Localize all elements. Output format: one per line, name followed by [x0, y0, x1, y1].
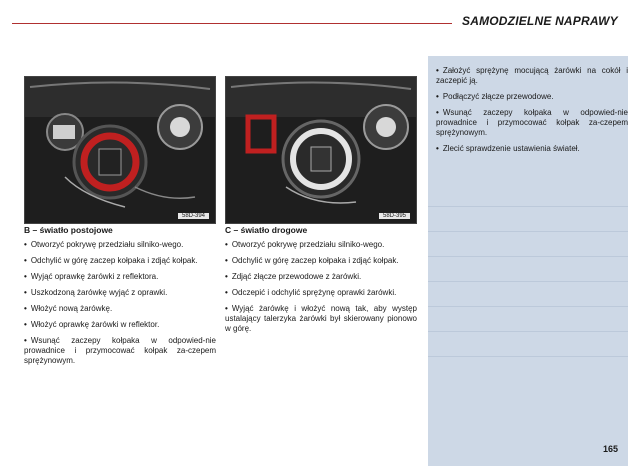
panel-stripe: [428, 356, 628, 357]
panel-stripe: [428, 281, 628, 282]
step-text: Zlecić sprawdzenie ustawienia świateł.: [442, 144, 580, 153]
list-item: [24, 304, 216, 314]
step-text: Wyjąć żarówkę i włożyć nową tak, aby występ ustalający talerzyka żarówki był skierowany pionowo w górę.: [225, 304, 417, 333]
list-item: [24, 240, 216, 250]
list-item: [24, 288, 216, 298]
list-item: [436, 92, 628, 102]
photo-parking-light: [24, 76, 216, 224]
panel-stripe: [428, 306, 628, 307]
list-item: [24, 272, 216, 282]
photo-code-c: 58D-395: [379, 213, 410, 219]
bullet-icon: •: [24, 240, 27, 249]
step-text: Otworzyć pokrywę przedziału silniko-wego.: [231, 240, 385, 249]
bullet-icon: •: [436, 108, 439, 117]
step-text: Włożyć oprawkę żarówki w reflektor.: [30, 320, 160, 329]
bullet-icon: •: [24, 304, 27, 313]
bullet-icon: •: [24, 288, 27, 297]
page-number: 165: [603, 444, 619, 454]
step-text: Założyć sprężynę mocującą żarówki na cokół i zaczepić ją.: [436, 66, 628, 85]
bullet-icon: •: [225, 288, 228, 297]
step-text: Włożyć nową żarówkę.: [30, 304, 113, 313]
panel-stripe: [428, 231, 628, 232]
step-text: Wsunąć zaczepy kołpaka w odpowied-nie prowadnice i przymocować kołpak za-czepem sprężynowym.: [436, 108, 628, 137]
headlamp-illustration-b: [25, 77, 215, 223]
step-text: Wsunąć zaczepy kołpaka w odpowied-nie prowadnice i przymocować kołpak za-czepem sprężynowym.: [24, 336, 216, 365]
step-text: Odchylić w górę zaczep kołpaka i zdjąć kołpak.: [30, 256, 198, 265]
list-item: [225, 240, 417, 250]
steps-list-main-beam: [225, 240, 417, 340]
step-text: Otworzyć pokrywę przedziału silniko-wego.: [30, 240, 184, 249]
list-item: [24, 336, 216, 366]
list-item: [225, 256, 417, 266]
panel-stripe: [428, 331, 628, 332]
list-item: [436, 144, 628, 154]
section-heading-main-beam: C – światło drogowe: [225, 225, 308, 235]
bullet-icon: •: [24, 320, 27, 329]
bullet-icon: •: [436, 66, 439, 75]
panel-stripe: [428, 256, 628, 257]
section-heading-parking-light: B – światło postojowe: [24, 225, 113, 235]
step-text: Podłączyć złącze przewodowe.: [442, 92, 554, 101]
bullet-icon: •: [24, 256, 27, 265]
bullet-icon: •: [225, 304, 228, 313]
bullet-icon: •: [436, 144, 439, 153]
bullet-icon: •: [225, 272, 228, 281]
page-header-title: SAMODZIELNE NAPRAWY: [462, 14, 618, 28]
list-item: [24, 320, 216, 330]
list-item: [225, 288, 417, 298]
bullet-icon: •: [436, 92, 439, 101]
headlamp-illustration-c: [226, 77, 416, 223]
bullet-icon: •: [225, 256, 228, 265]
bullet-icon: •: [225, 240, 228, 249]
list-item: [225, 304, 417, 334]
bullet-icon: •: [24, 272, 27, 281]
step-text: Uszkodzoną żarówkę wyjąć z oprawki.: [30, 288, 168, 297]
step-text: Odchylić w górę zaczep kołpaka i zdjąć kołpak.: [231, 256, 399, 265]
photo-code-b: 58D-394: [178, 213, 209, 219]
bullet-icon: •: [24, 336, 27, 345]
step-text: Odczepić i odchylić sprężynę oprawki żarówki.: [231, 288, 397, 297]
panel-stripe: [428, 206, 628, 207]
list-item: [225, 272, 417, 282]
header-rule: [12, 23, 452, 24]
list-item: [24, 256, 216, 266]
photo-main-beam: [225, 76, 417, 224]
list-item: [436, 108, 628, 138]
list-item: [436, 66, 628, 86]
step-text: Wyjąć oprawkę żarówki z reflektora.: [30, 272, 159, 281]
step-text: Zdjąć złącze przewodowe z żarówki.: [231, 272, 362, 281]
steps-list-parking-light: [24, 240, 216, 372]
steps-list-continued: [436, 66, 628, 160]
